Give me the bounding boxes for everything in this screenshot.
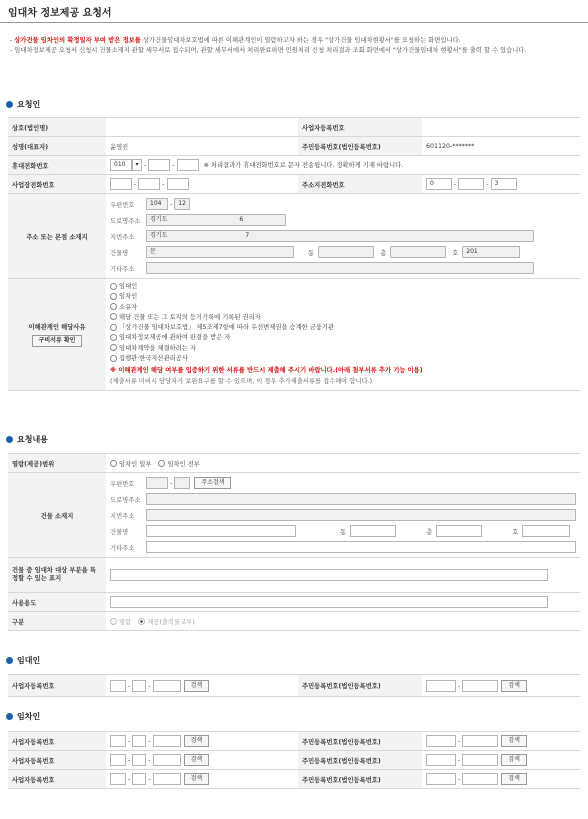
lessor-rrn-2-input[interactable] [462, 680, 498, 692]
location-ho-input[interactable] [522, 525, 570, 537]
ho-label: 호 [512, 528, 519, 536]
lot-label: 지번주소 [110, 233, 135, 241]
reason-option[interactable]: 소유자 [110, 303, 576, 313]
reason-option[interactable]: 해당 건물 또는 그 토지의 등기기록에 기록된 권리자 [110, 313, 576, 323]
trade-name-label: 상호(법인명) [8, 118, 106, 137]
mobile-note: ※ 처리결과가 휴대전화번호로 문자 전송됩니다. 정확하게 기재 바랍니다. [203, 162, 404, 169]
home-phone-label: 주소지전화번호 [298, 175, 422, 194]
mobile-last-input[interactable] [177, 159, 199, 171]
reason-option[interactable]: 「상가건물 임대차보호법」 제5조제7항에 따라 우선변제권을 승계한 금융기관 [110, 323, 576, 333]
etc-label: 기타주소 [110, 544, 135, 552]
lessee-biz-search-button[interactable]: 검색 [184, 754, 210, 766]
range-all-radio[interactable] [158, 460, 165, 467]
bldg-label: 건물명 [110, 528, 129, 536]
lessee-rrn-1-input[interactable] [426, 773, 456, 785]
road-address-input[interactable]: 경기도 6 [146, 214, 286, 226]
table-row [8, 751, 580, 770]
lessee-rrn-1-input[interactable] [426, 754, 456, 766]
radio-icon[interactable] [110, 355, 117, 362]
bldg-label: 건물명 [110, 249, 129, 257]
section-requester: 요청인 [6, 99, 40, 110]
radio-icon[interactable] [110, 324, 117, 331]
location-road-input[interactable] [146, 493, 576, 505]
location-label: 건물 소재지 [8, 473, 106, 558]
lessor-biz-label: 사업자등록번호 [8, 675, 106, 697]
usage-cell [106, 593, 580, 612]
lessor-biz-2-input[interactable] [132, 680, 146, 692]
location-floor-input[interactable] [436, 525, 482, 537]
home-phone-cell: 0 - - 3 [422, 175, 580, 194]
notice-line1: 상가건물임대차보호법에 따른 이해관계인이 열람하고자 하는 경우 "상가건물 임대차현황서"를 요청하는 화면입니다. [140, 37, 461, 44]
postcode-label: 우편번호 [110, 201, 135, 209]
mobile-cell: 010 ▾ - - ※ 처리결과가 휴대전화번호로 문자 전송됩니다. 정확하게 기재 바랍니다. [106, 156, 580, 175]
office-phone-2-input[interactable] [138, 178, 160, 190]
office-phone-cell: - - [106, 175, 298, 194]
lessee-rrn-1-input[interactable] [426, 735, 456, 747]
usage-input[interactable] [110, 596, 548, 608]
address-label: 주소 또는 본점 소재지 [8, 194, 106, 279]
notice-highlight: 상가건물 임차인의 확정일자 부여 받은 정보를 [14, 37, 141, 44]
lessee-biz-2-input[interactable] [132, 735, 146, 747]
usage-label: 사용용도 [8, 593, 106, 612]
bullet-icon [6, 436, 13, 443]
location-postcode-1-input[interactable] [146, 477, 168, 489]
floor-label: 층 [426, 528, 433, 536]
range-label: 열람(제공)범위 [8, 454, 106, 473]
mobile-label: 휴대전화번호 [8, 156, 106, 175]
mobile-prefix-select[interactable]: 010 [110, 159, 132, 171]
bullet-icon [6, 657, 13, 664]
check-documents-button[interactable]: 구비서류 확인 [32, 335, 83, 347]
part-label: 건물 중 임대차 대상 부분을 특정할 수 있는 표지 [8, 558, 106, 593]
radio-icon[interactable] [110, 334, 117, 341]
address-cell: 우편번호 104 - 12 도로명주소 경기도 6 지번주소 경기도 7 건물명 문 동 층 호 201 기타주소 [106, 194, 580, 279]
lessee-biz-label: 사업자등록번호 [8, 732, 106, 751]
location-etc-input[interactable] [146, 541, 576, 553]
lessee-biz-label: 사업자등록번호 [8, 751, 106, 770]
lessee-biz-search-button[interactable]: 검색 [184, 773, 210, 785]
part-input[interactable] [110, 569, 548, 581]
notice-box: - 상가건물 임차인의 확정일자 부여 받은 정보를 상가건물임대차보호법에 따른 이해관계인이 열람하고자 하는 경우 "상가건물 임대차현황서"를 요청하는 화면입니다. - 임대차정보제공 요청서 신청시 건물소재지 관할 세무서로 접수되며, 관할 세무서에서 처리완료하면 민원처리 신청 처리결과 조회 화면에서 "상가건물임대차 현황서"를 출력 할 수 있습니다. [10, 36, 580, 56]
lessee-biz-search-button[interactable]: 검색 [184, 735, 210, 747]
reason-option[interactable]: 집행관·한국자산관리공사 [110, 354, 576, 364]
type-provide-radio[interactable] [138, 618, 145, 625]
lessor-rrn-cell: - 검색 [422, 675, 580, 697]
part-cell [106, 558, 580, 593]
lessee-rrn-2-input[interactable] [462, 735, 498, 747]
lessee-biz-3-input[interactable] [153, 773, 181, 785]
ho-input[interactable]: 201 [462, 246, 520, 258]
postcode-1-input[interactable]: 104 [146, 198, 168, 210]
etc-label: 기타주소 [110, 265, 135, 273]
type-view-radio[interactable] [110, 618, 117, 625]
request-table [8, 453, 580, 631]
office-phone-1-input[interactable] [110, 178, 132, 190]
range-partial-radio[interactable] [110, 460, 117, 467]
office-phone-label: 사업장전화번호 [8, 175, 106, 194]
bullet-icon [6, 101, 13, 108]
lessee-rrn-search-button[interactable]: 검색 [501, 754, 527, 766]
postcode-2-input[interactable]: 12 [174, 198, 190, 210]
dong-label: 동 [308, 249, 315, 257]
reason-option[interactable]: 임차인 [110, 292, 576, 302]
lessee-biz-1-input[interactable] [110, 735, 126, 747]
lessee-rrn-2-input[interactable] [462, 754, 498, 766]
lessee-rrn-search-button[interactable]: 검색 [501, 735, 527, 747]
range-cell: 임차인 일부 임차인 전부 [106, 454, 580, 473]
name-value: 윤영진 [106, 137, 298, 156]
lessee-rrn-cell: - 검색 [422, 732, 580, 751]
radio-icon[interactable] [110, 303, 117, 310]
lessee-rrn-label: 주민등록번호(법인등록번호) [298, 770, 422, 789]
lessor-rrn-1-input[interactable] [426, 680, 456, 692]
ho-label: 호 [452, 249, 459, 257]
mobile-mid-input[interactable] [148, 159, 170, 171]
location-lot-input[interactable] [146, 509, 576, 521]
lessee-biz-3-input[interactable] [153, 754, 181, 766]
lessee-rrn-cell: - 검색 [422, 770, 580, 789]
road-label: 도로명주소 [110, 496, 141, 504]
reason-option[interactable]: 임대차계약을 체결하려는 자 [110, 344, 576, 354]
radio-icon[interactable] [110, 283, 117, 290]
bldg-name-input[interactable]: 문 [146, 246, 294, 258]
page-title: 임대차 정보제공 요청서 [8, 8, 112, 19]
postcode-label: 우편번호 [110, 480, 135, 488]
lessee-biz-cell: - - 검색 [106, 751, 298, 770]
reason-list [106, 279, 580, 391]
home-phone-1-input[interactable]: 0 [426, 178, 452, 190]
reason-option[interactable]: 임대차정보제공에 관하여 판결을 받은 자 [110, 333, 576, 343]
reason-label: 이해관계인 해당사유 [28, 323, 86, 331]
table-row [8, 732, 580, 751]
radio-icon[interactable] [110, 293, 117, 300]
lessee-rrn-label: 주민등록번호(법인등록번호) [298, 732, 422, 751]
rrn-label: 주민등록번호(법인등록번호) [298, 137, 422, 156]
lessee-biz-1-input[interactable] [110, 773, 126, 785]
location-cell: 우편번호 - 주소검색 도로명주소 지번주소 건물명 동 층 호 기타주소 [106, 473, 580, 558]
etc-address-input[interactable] [146, 262, 534, 274]
lessee-rrn-cell: - 검색 [422, 751, 580, 770]
office-phone-3-input[interactable] [167, 178, 189, 190]
lessee-table [8, 731, 580, 789]
section-lessee: 임차인 [6, 711, 40, 722]
search-address-button[interactable]: 주소검색 [194, 477, 231, 489]
bullet-icon [6, 713, 13, 720]
chevron-down-icon[interactable]: ▾ [132, 159, 142, 171]
lessee-rrn-2-input[interactable] [462, 773, 498, 785]
lessor-table [8, 674, 580, 697]
lessee-rrn-search-button[interactable]: 검색 [501, 773, 527, 785]
location-postcode-2-input[interactable] [174, 477, 190, 489]
table-row [8, 770, 580, 789]
reason-option[interactable]: 임대인 [110, 282, 576, 292]
type-label: 구분 [8, 612, 106, 631]
road-label: 도로명주소 [110, 217, 141, 225]
lessor-biz-3-input[interactable] [153, 680, 181, 692]
lessor-rrn-label: 주민등록번호(법인등록번호) [298, 675, 422, 697]
biz-no-label: 사업자등록번호 [298, 118, 422, 137]
lessee-biz-2-input[interactable] [132, 773, 146, 785]
lot-label: 지번주소 [110, 512, 135, 520]
lessor-rrn-search-button[interactable]: 검색 [501, 680, 527, 692]
type-cell: 열람 제공(출력물교부) [106, 612, 580, 631]
lessee-biz-cell: - - 검색 [106, 770, 298, 789]
reason-cell [8, 279, 106, 391]
lot-address-input[interactable]: 경기도 7 [146, 230, 534, 242]
home-phone-2-input[interactable] [458, 178, 484, 190]
floor-label: 층 [380, 249, 387, 257]
location-dong-input[interactable] [350, 525, 396, 537]
lessor-biz-1-input[interactable] [110, 680, 126, 692]
lessee-rrn-label: 주민등록번호(법인등록번호) [298, 751, 422, 770]
rrn-value: 601120-******* [422, 137, 580, 156]
lessee-biz-label: 사업자등록번호 [8, 770, 106, 789]
biz-no-value [422, 118, 580, 137]
dong-label: 동 [340, 528, 347, 536]
lessor-biz-cell: - - 검색 [106, 675, 298, 697]
name-label: 성명(대표자) [8, 137, 106, 156]
section-lessor: 임대인 [6, 655, 40, 666]
requester-table [8, 117, 580, 391]
location-bldg-input[interactable] [146, 525, 296, 537]
lessee-biz-cell: - - 검색 [106, 732, 298, 751]
lessee-biz-2-input[interactable] [132, 754, 146, 766]
radio-icon[interactable] [110, 313, 117, 320]
floor-input[interactable] [390, 246, 446, 258]
notice-line2: - 임대차정보제공 요청서 신청시 건물소재지 관할 세무서로 접수되며, 관할 세무서에서 처리완료하면 민원처리 신청 처리결과 조회 화면에서 "상가건물임대차 현황서"를 출력 할 수 있습니다. [10, 47, 527, 54]
radio-icon[interactable] [110, 344, 117, 351]
dong-input[interactable] [318, 246, 374, 258]
home-phone-3-input[interactable]: 3 [491, 178, 517, 190]
lessee-biz-1-input[interactable] [110, 754, 126, 766]
title-divider [0, 22, 588, 23]
trade-name-value [106, 118, 298, 137]
warning-subtext: (제출서류 미비시 담당자가 보완요구를 할 수 있으며, 이 경우 추가제출서류를 접수해야 합니다.) [110, 377, 373, 385]
warning-text: ※ 이해관계인 해당 여부를 입증하기 위한 서류를 반드시 제출해 주시기 바랍니다.(아래 첨부서류 추가 기능 이용) [110, 367, 423, 375]
lessee-biz-3-input[interactable] [153, 735, 181, 747]
section-request: 요청내용 [6, 434, 48, 445]
lessor-biz-search-button[interactable]: 검색 [184, 680, 210, 692]
